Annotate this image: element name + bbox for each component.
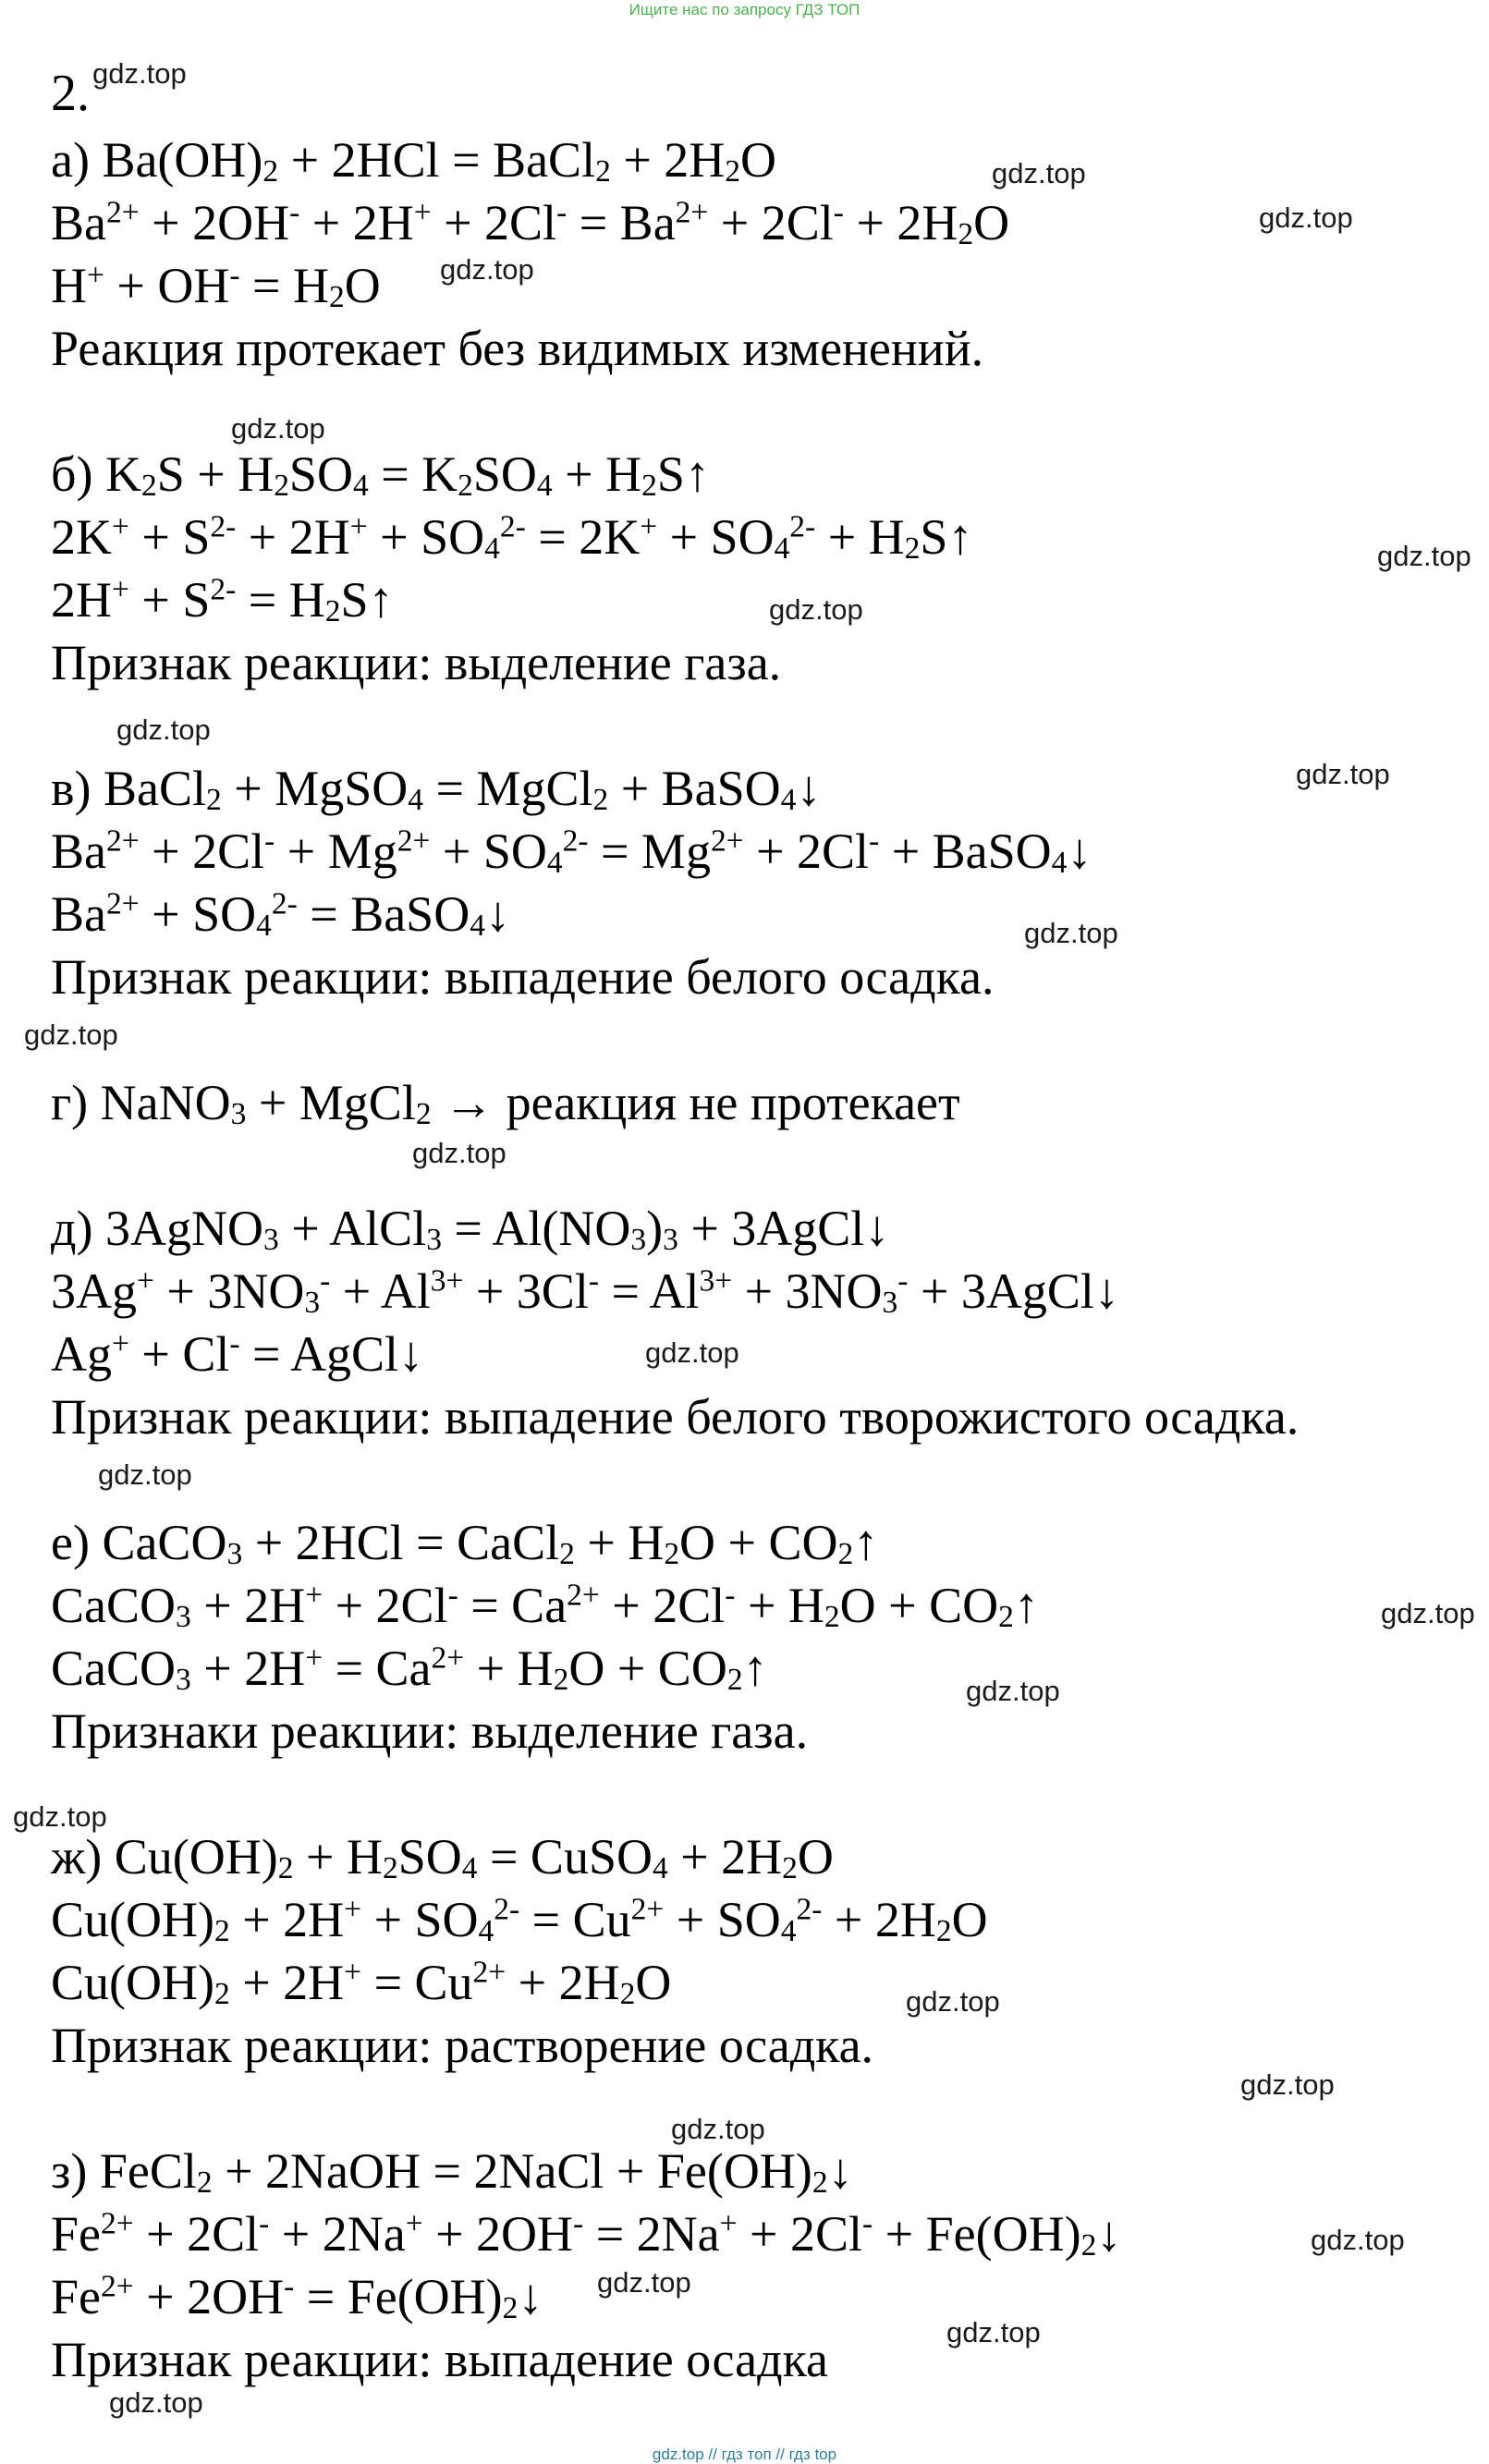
watermark: gdz.top (1381, 1597, 1475, 1629)
equation-short-ionic: Ag+ + Cl- = AgCl↓ (51, 1326, 424, 1382)
watermark: gdz.top (645, 1336, 739, 1369)
watermark: gdz.top (24, 1019, 118, 1051)
reaction-sign: Признаки реакции: выделение газа. (51, 1703, 809, 1759)
watermark: gdz.top (1296, 758, 1390, 790)
equation-full-ionic: $2K^+ + S^{2-} + 2H^+ + SO_4^{2-} = 2K^+ + SO_4^{2-}$ + $H_2S↑$ (51, 509, 973, 567)
watermark: gdz.top (1240, 2068, 1335, 2101)
equation-molecular: е) CaCO$_3$ + 2HCl = CaCl$_2$ + $H_2O$ + $CO_2↑$ (51, 1515, 879, 1572)
equation-molecular: б) $K_2S + H_2SO_4 = K_2SO_4$ + $H_2S↑$ (51, 446, 710, 504)
equation-full-ionic: $Fe^{2+} + 2Cl^- + 2Na^+ + 2OH^- = 2Na^+ + 2Cl^-$ + $Fe(OH)_2↓$ (51, 2206, 1122, 2263)
watermark: gdz.top (440, 253, 534, 286)
reaction-sign: Признак реакции: выпадение белого творожистого осадка. (51, 1389, 1300, 1445)
equation-full-ionic: CaCO$_3$ + $2H^+ + 2Cl^- = Ca^{2+} + 2Cl^- + H_2O$ + $CO_2↑$ (51, 1578, 1039, 1635)
watermark: gdz.top (231, 412, 325, 445)
watermark: gdz.top (671, 2113, 765, 2145)
reaction-sign: Реакция протекает без видимых изменений. (51, 321, 984, 376)
equation-short-ionic: $Cu(OH)_2 + 2H^+ = Cu^{2+} + 2H_2O$ (51, 1955, 672, 2012)
watermark: gdz.top (116, 714, 211, 746)
equation-molecular: в) BaCl$_2$ + MgSO$_4$ = MgCl$_2$ + BaSO$_4$↓ (51, 761, 822, 818)
reaction-sign: Признак реакции: выпадение белого осадка. (51, 949, 995, 1005)
watermark: gdz.top (412, 1137, 507, 1169)
equation-short-ionic: CaCO$_3$ + $2H^+ = Ca^{2+} + H_2O$ + $CO_2↑$ (51, 1641, 768, 1698)
equation-short-ionic: $2H^+ + S^{2-}$ = $H_2S↑$ (51, 572, 394, 629)
bottom-banner: gdz.top // гдз топ // гдз top (652, 2446, 837, 2463)
watermark: gdz.top (109, 2386, 203, 2419)
watermark: gdz.top (1311, 2224, 1405, 2256)
equation-molecular: з) FeCl$_2$ + 2NaOH = 2NaCl + $Fe(OH)_2↓$ (51, 2143, 853, 2201)
equation-full-ionic: $Cu(OH)_2 + 2H^+ + SO_4^{2-} = Cu^{2+} + SO_4^{2-} + 2H_2O$ (51, 1892, 988, 1949)
watermark: gdz.top (597, 2266, 691, 2299)
equation-full-ionic: $Ba^{2+} + 2OH^- + 2H^+ + 2Cl^- = Ba^{2+} + 2Cl^- + 2H_2O$ (51, 195, 1010, 252)
top-banner: Ищите нас по запросу ГДЗ ТОП (629, 1, 860, 18)
watermark: gdz.top (769, 593, 863, 626)
watermark: gdz.top (13, 1800, 107, 1833)
equation-full-ionic: $3Ag^+ + 3NO_3^- + Al^{3+} + 3Cl^- = Al^{3+} + 3NO_3^-$ + 3AgCl↓ (51, 1263, 1119, 1321)
watermark: gdz.top (966, 1675, 1060, 1707)
watermark: gdz.top (906, 1985, 1000, 2018)
equation-molecular: д) 3AgNO$_3$ + AlCl$_3$ = $Al(NO_3)_3$ + 3AgCl↓ (51, 1201, 890, 1258)
equation-molecular: а) $Ba(OH)_2 + 2HCl$ = BaCl$_2$ + $2H_2O$ (51, 132, 776, 189)
equation-short-ionic: $H^+ + OH^- = H_2O$ (51, 258, 381, 315)
watermark: gdz.top (1024, 917, 1118, 949)
equation-full-ionic: $Ba^{2+} + 2Cl^- + Mg^{2+} + SO_4^{2-} = Mg^{2+} + 2Cl^-$ + BaSO$_4$↓ (51, 823, 1092, 881)
watermark: gdz.top (946, 2316, 1041, 2348)
reaction-sign: Признак реакции: выделение газа. (51, 635, 782, 690)
watermark: gdz.top (1259, 201, 1353, 234)
reaction-sign: Признак реакции: растворение осадка. (51, 2018, 874, 2073)
watermark: gdz.top (992, 157, 1086, 189)
watermark: gdz.top (92, 57, 187, 90)
watermark: gdz.top (98, 1458, 192, 1491)
equation-molecular: ж) $Cu(OH)_2 + H_2SO_4$ = CuSO$_4$ + $2H_2O$ (51, 1829, 834, 1886)
watermark: gdz.top (1377, 540, 1471, 572)
equation-short-ionic: $Ba^{2+} + SO_4^{2-}$ = BaSO$_4$↓ (51, 886, 510, 944)
problem-number: 2. (51, 65, 90, 122)
reaction-sign: Признак реакции: выпадение осадка (51, 2332, 829, 2387)
equation-molecular: г) NaNO$_3$ + MgCl$_2$ → реакция не протекает (51, 1075, 960, 1132)
equation-short-ionic: $Fe^{2+} + 2OH^-$ = $Fe(OH)_2↓$ (51, 2269, 543, 2326)
